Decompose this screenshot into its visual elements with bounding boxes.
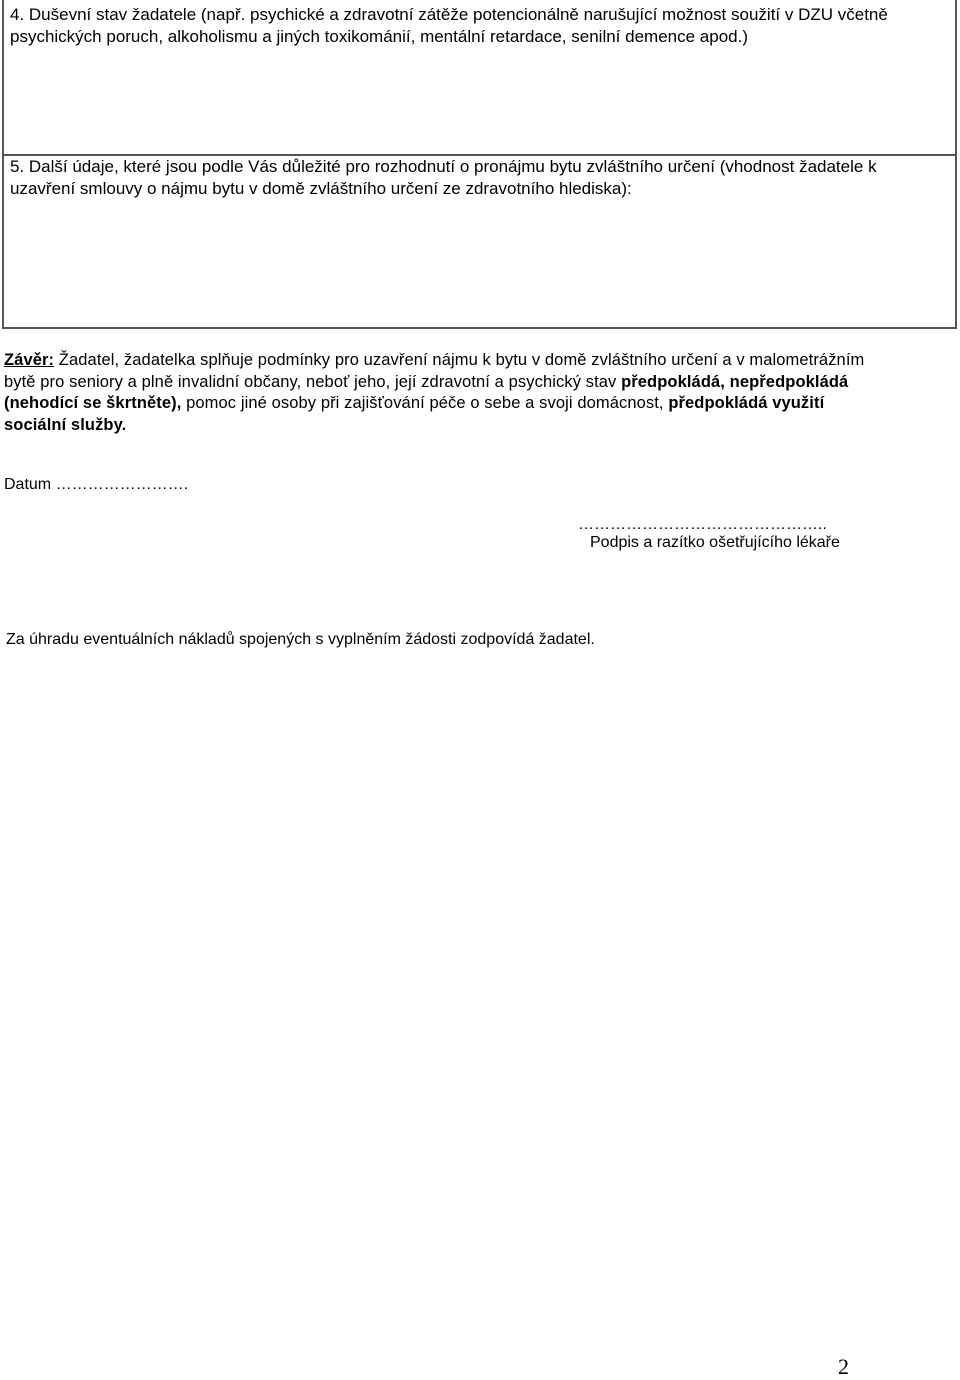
date-field: Datum ……………………. [4,476,189,493]
section-5-question: 5. Další údaje, které jsou podle Vás důležité pro rozhodnutí o pronájmu bytu zvláštního určení (vhodnost žadatele k uzavření smlouvy o nájmu bytu v domě zvláštního určení ze zdravotního hlediska): [10,157,877,198]
conclusion-label: Závěr: [4,351,55,369]
page-number: 2 [838,1354,849,1379]
footnote: Za úhradu eventuálních nákladů spojených s vyplněním žádosti zodpovídá žadatel. [6,631,595,648]
conclusion-text-2: pomoc jiné osoby při zajišťování péče o sebe a svoji domácnost, [181,394,669,412]
signature-label: Podpis a razítko ošetřujícího lékaře [590,534,840,551]
conclusion-bold-1: předpokládá, nepředpokládá (nehodící se škrtněte), [4,372,849,412]
signature-line: ……………………………………….. [578,516,827,533]
section-4-question: 4. Duševní stav žadatele (např. psychické a zdravotní zátěže potencionálně narušující možnost soužití v DZU včetně psychických poruch, alkoholismu a jiných toxikománií, mentální retardace, senilní demence apod.) [10,5,888,46]
conclusion-bold-2: předpokládá využití sociální služby. [4,394,825,434]
conclusion-text-1: Žadatel, žadatelka splňuje podmínky pro uzavření nájmu k bytu v domě zvláštního určení a v malometrážním bytě pro seniory a plně invalidní občany, neboť jeho, její zdravotní a psychický stav [4,351,865,391]
conclusion-paragraph [4,350,874,436]
